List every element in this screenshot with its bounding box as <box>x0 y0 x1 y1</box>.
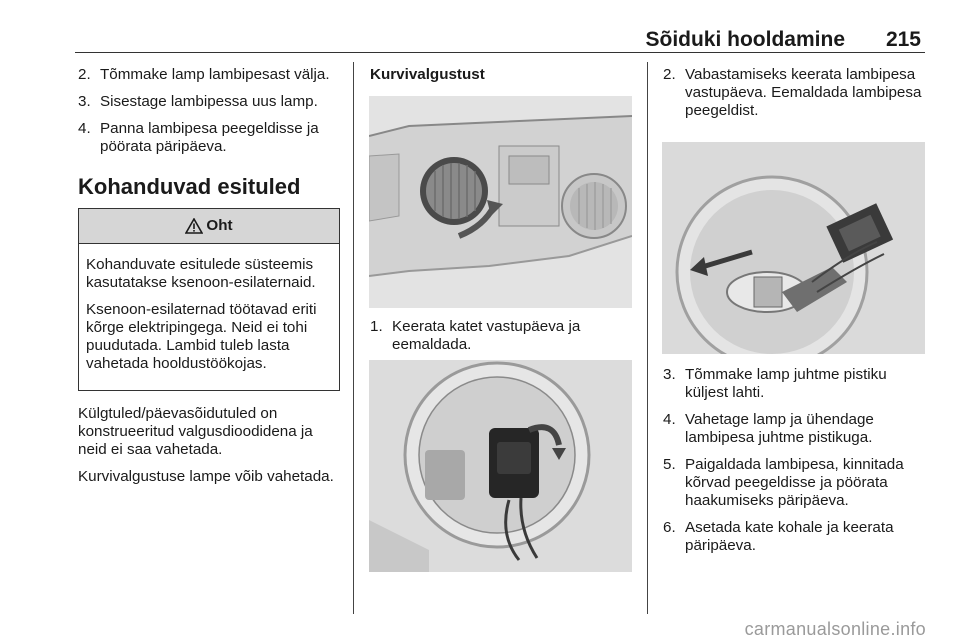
step-number: 3. <box>663 366 676 383</box>
step-item <box>663 66 927 120</box>
step-text: Vabastamiseks keerata lambipesa vastupäeva. Eemaldada lambipesa peegeldist. <box>685 66 922 119</box>
step-text: Tõmmake lamp juhtme pistiku küljest lahti. <box>685 366 887 401</box>
column-middle-lower <box>370 318 634 363</box>
paragraph: Külgtuled/päevasõidutuled on konstrueeritud valgusdioodidena ja neid ei saa vahetada. <box>78 405 313 458</box>
warning-box <box>78 208 340 391</box>
column-right <box>663 66 927 129</box>
warning-header <box>79 209 339 244</box>
column-middle <box>370 66 634 98</box>
step-number: 5. <box>663 456 676 473</box>
step-number: 2. <box>663 66 676 83</box>
bulb-socket-illustration <box>369 360 632 572</box>
step-number: 6. <box>663 519 676 536</box>
step-text: Panna lambipesa peegeldisse ja pöörata päripäeva. <box>100 120 319 155</box>
step-item <box>663 519 927 555</box>
step-number: 3. <box>78 93 91 110</box>
column-divider-right <box>647 62 648 614</box>
step-number: 2. <box>78 66 91 83</box>
step-text: Asetada kate kohale ja keerata päripäeva. <box>685 519 894 554</box>
column-divider-left <box>353 62 354 614</box>
page-header <box>75 24 925 53</box>
column-left <box>78 66 340 495</box>
step-text: Keerata katet vastupäeva ja eemaldada. <box>392 318 581 353</box>
warning-text: Kohanduvate esitulede süsteemis kasutatakse ksenoon-esilaternaid. <box>86 256 316 291</box>
page-number: 215 <box>885 28 921 51</box>
column-right-lower <box>663 366 927 564</box>
step-item <box>663 366 927 402</box>
step-item <box>78 93 340 111</box>
step-number: 4. <box>663 411 676 428</box>
headlamp-cover-illustration <box>369 96 632 308</box>
warning-text: Ksenoon-esilaternad töötavad eriti kõrge elektripingega. Neid ei tohi puudutada. Lambid tuleb lasta vahetada hooldustöökojas. <box>86 301 317 372</box>
warning-triangle-icon <box>185 218 203 234</box>
step-number: 1. <box>370 318 383 335</box>
step-text: Sisestage lambipessa uus lamp. <box>100 93 318 110</box>
section-heading: Kohanduvad esituled <box>78 174 301 199</box>
subsection-heading: Kurvivalgustust <box>370 66 485 83</box>
paragraph: Kurvivalgustuse lampe võib vahetada. <box>78 468 334 485</box>
step-item <box>78 120 340 156</box>
bulb-removal-illustration <box>662 142 925 354</box>
step-text: Paigaldada lambipesa, kinnitada kõrvad peegeldisse ja pöörata haakumiseks päripäeva. <box>685 456 904 509</box>
step-item <box>78 66 340 84</box>
warning-label: Oht <box>206 217 233 234</box>
step-text: Tõmmake lamp lambipesast välja. <box>100 66 330 83</box>
step-item <box>663 456 927 510</box>
section-title: Sõiduki hooldamine <box>645 28 845 51</box>
watermark: carmanualsonline.info <box>744 619 926 639</box>
step-number: 4. <box>78 120 91 137</box>
step-item <box>663 411 927 447</box>
step-item <box>370 318 634 354</box>
step-text: Vahetage lamp ja ühendage lambipesa juhtme pistikuga. <box>685 411 874 446</box>
